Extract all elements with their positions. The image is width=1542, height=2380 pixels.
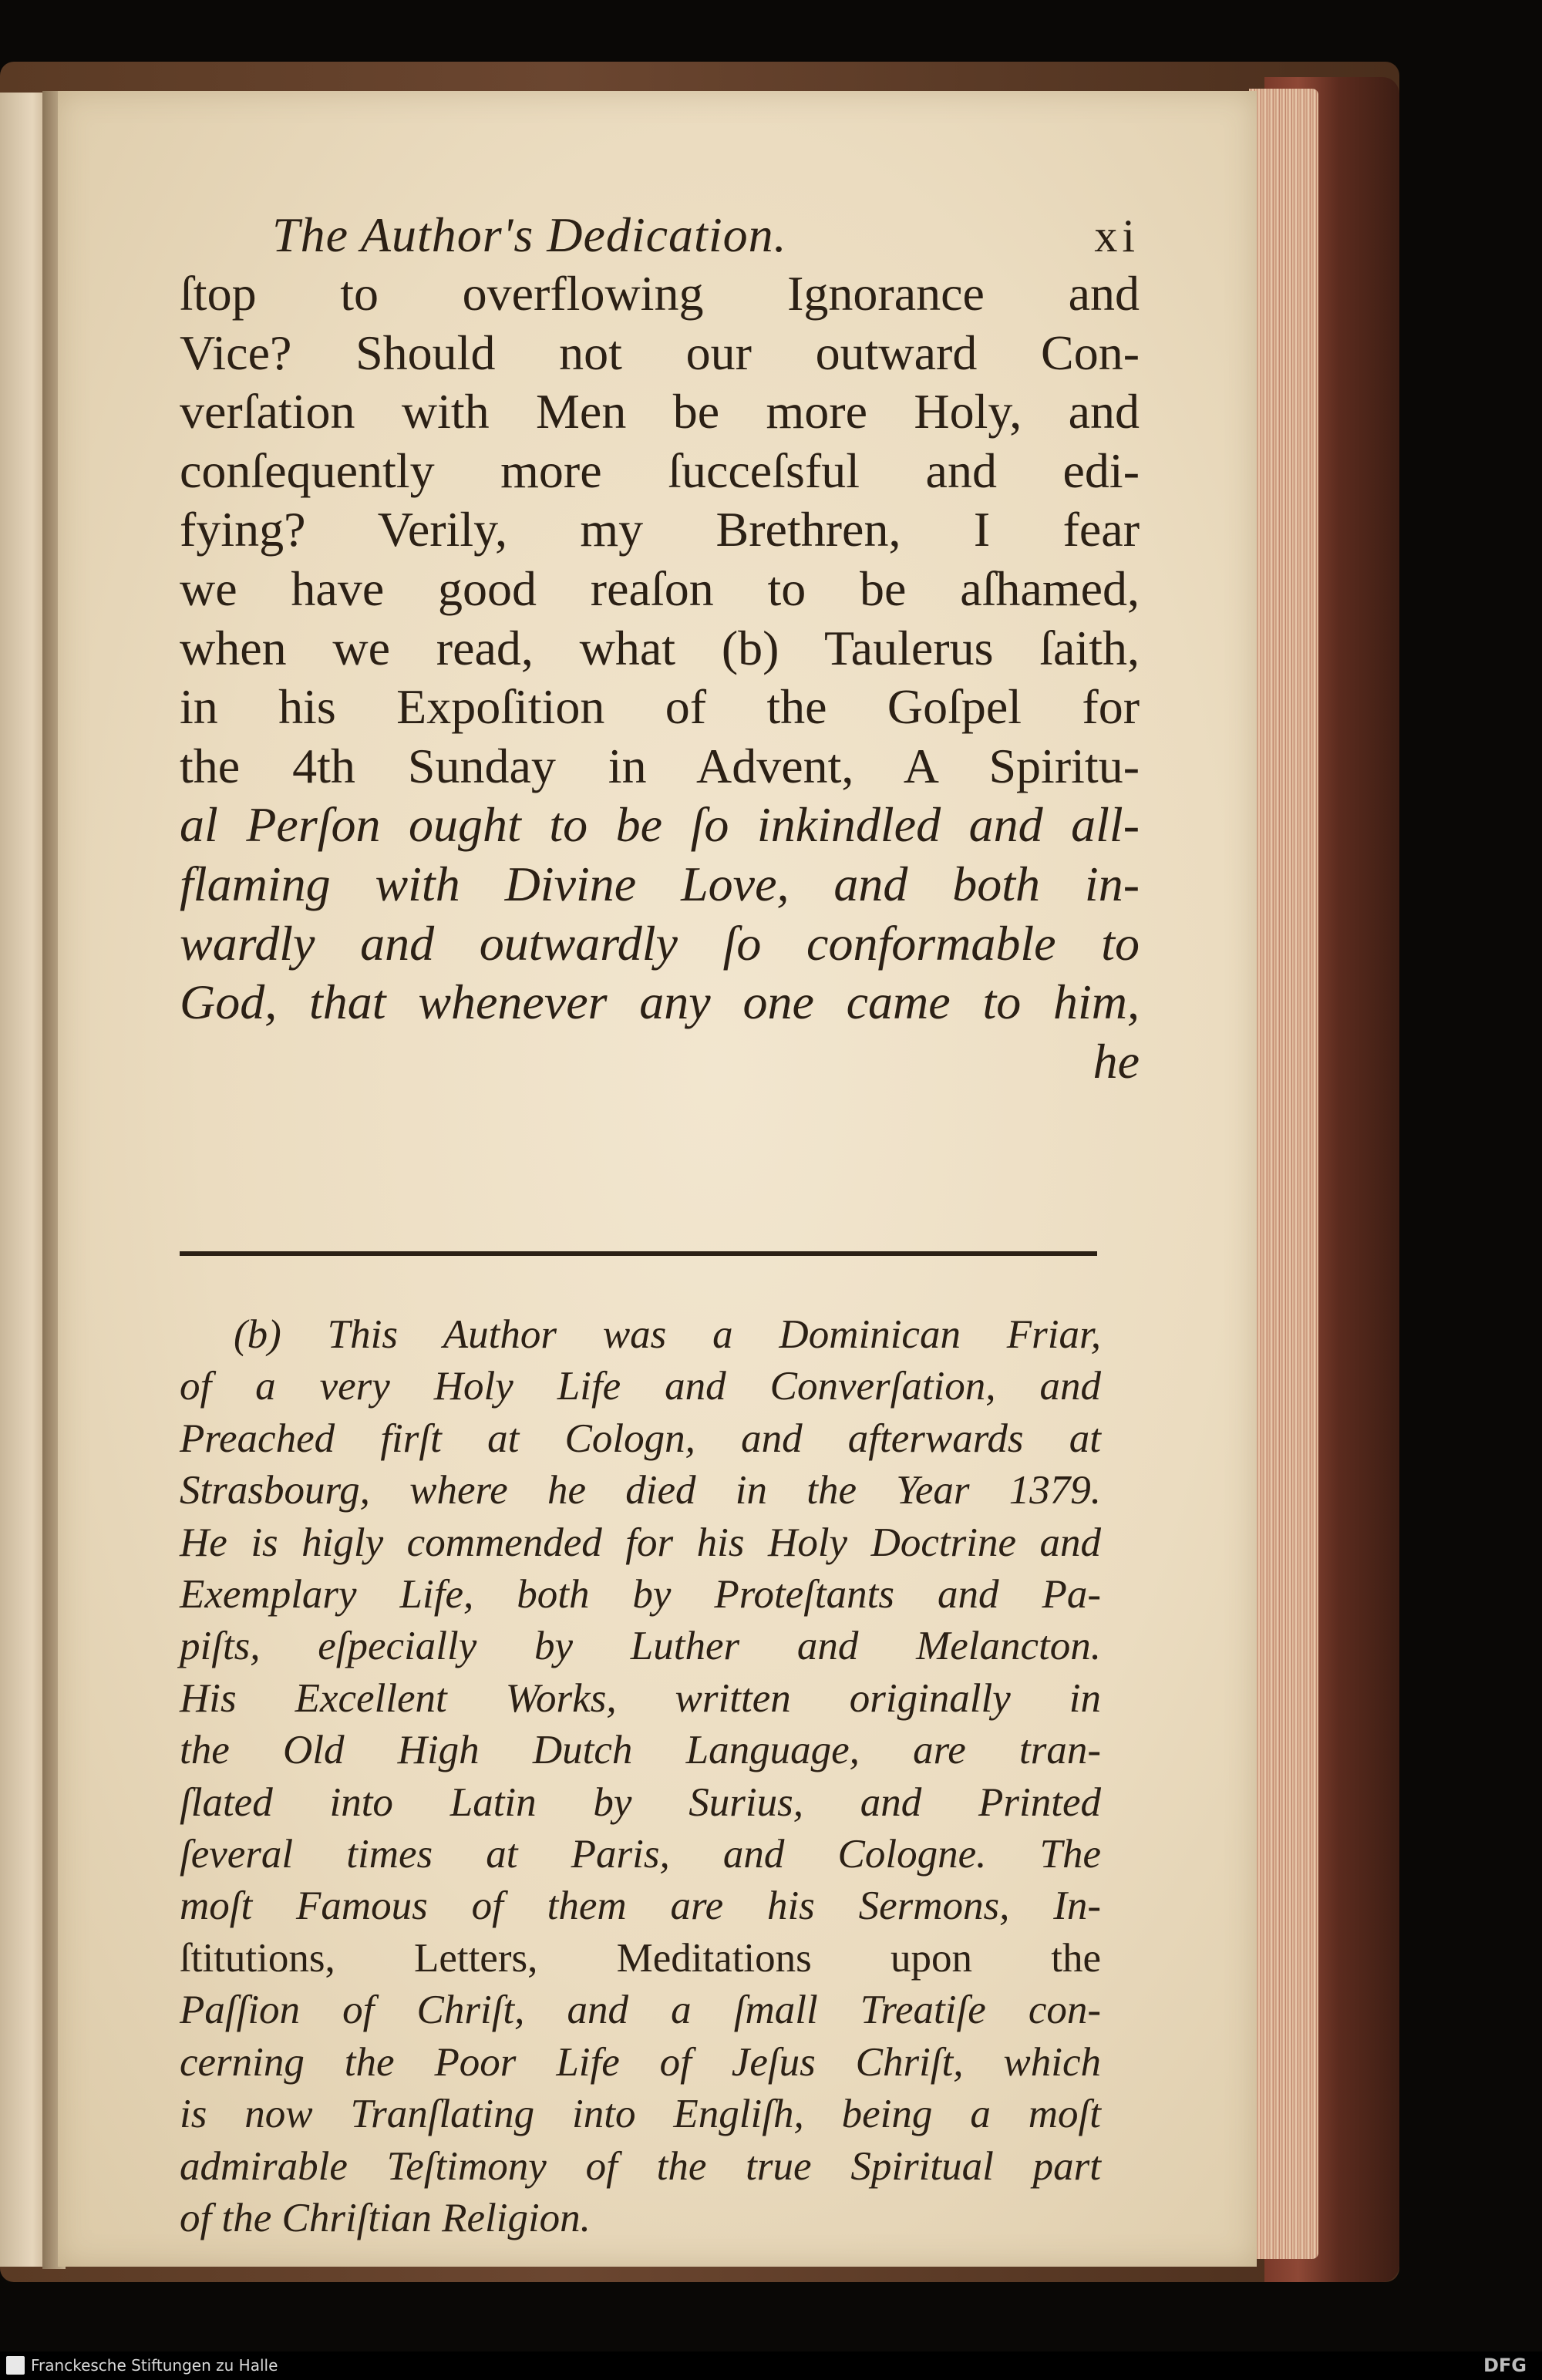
footnote-line: admirable Teſtimony of the true Spiritual part	[180, 2143, 1101, 2189]
footnote-line: cerning the Poor Life of Jeſus Chriſt, which	[180, 2039, 1101, 2085]
page-text-block	[180, 207, 1140, 2240]
footnote-line: ſtitutions, Letters, Meditations upon the	[180, 1935, 1101, 1981]
credit-bar	[0, 2351, 1542, 2380]
footnote-line: ſlated into Latin by Surius, and Printed	[180, 1779, 1101, 1825]
footnote-line: (b) This Author was a Dominican Friar,	[234, 1312, 1101, 1357]
footnote-line: His Excellent Works, written originally in	[180, 1675, 1101, 1721]
catchword: he	[1093, 1033, 1140, 1089]
body-line: God, that whenever any one came to him,	[180, 975, 1140, 1030]
body-line: conſequently more ſucceſsful and edi-	[180, 443, 1140, 498]
body-line: fying? Verily, my Brethren, I fear	[180, 502, 1140, 557]
book-page	[58, 91, 1257, 2267]
footnote-line: Preached firſt at Cologn, and afterwards at	[180, 1416, 1101, 1461]
running-head	[180, 207, 1140, 264]
footnote-line: He is higly commended for his Holy Doctrine and	[180, 1520, 1101, 1565]
body-line: flaming with Divine Love, and both in-	[180, 856, 1140, 911]
footnote-rule	[180, 1251, 1097, 1256]
footnote-line: the Old High Dutch Language, are tran-	[180, 1728, 1101, 1773]
institution-logo-icon	[6, 2356, 25, 2375]
body-line: when we read, what (b) Taulerus ſaith,	[180, 620, 1140, 675]
footnote-line: Paſſion of Chriſt, and a ſmall Treatiſe con-	[180, 1988, 1101, 2033]
body-line: the 4th Sunday in Advent, A Spiritu-	[180, 738, 1140, 793]
body-line: ſtop to overflowing Ignorance and	[180, 266, 1140, 321]
running-head-title: The Author's Dedication.	[272, 207, 787, 262]
footnote-line: of a very Holy Life and Converſation, and	[180, 1364, 1101, 1409]
funder-logo: DFG	[1483, 2355, 1527, 2376]
footnote-line: is now Tranſlating into Engliſh, being a moſt	[180, 2092, 1101, 2137]
body-text	[180, 264, 1140, 1091]
footnote-line: Exemplary Life, both by Proteſtants and Pa-	[180, 1572, 1101, 1618]
body-line: we have good reaſon to be aſhamed,	[180, 560, 1140, 616]
footnote-line: of the Chriſtian Religion.	[180, 2195, 591, 2240]
body-line: verſation with Men be more Holy, and	[180, 384, 1140, 439]
body-line: Vice? Should not our outward Con-	[180, 325, 1140, 380]
institution-name: Franckesche Stiftungen zu Halle	[31, 2356, 278, 2375]
footnote-line: Strasbourg, where he died in the Year 1379.	[180, 1468, 1101, 1513]
body-line: wardly and outwardly ſo conformable to	[180, 915, 1140, 971]
footnote	[180, 1309, 1101, 2244]
footnote-line: moſt Famous of them are his Sermons, In-	[180, 1883, 1101, 1929]
footnote-line: piſts, eſpecially by Luther and Melancton.	[180, 1624, 1101, 1669]
body-line: al Perſon ought to be ſo inkindled and all-	[180, 797, 1140, 853]
footnote-line: ſeveral times at Paris, and Cologne. The	[180, 1832, 1101, 1877]
page-fore-edge	[1249, 89, 1318, 2259]
page-number: xi	[1094, 210, 1140, 261]
body-line: in his Expoſition of the Goſpel for	[180, 679, 1140, 735]
